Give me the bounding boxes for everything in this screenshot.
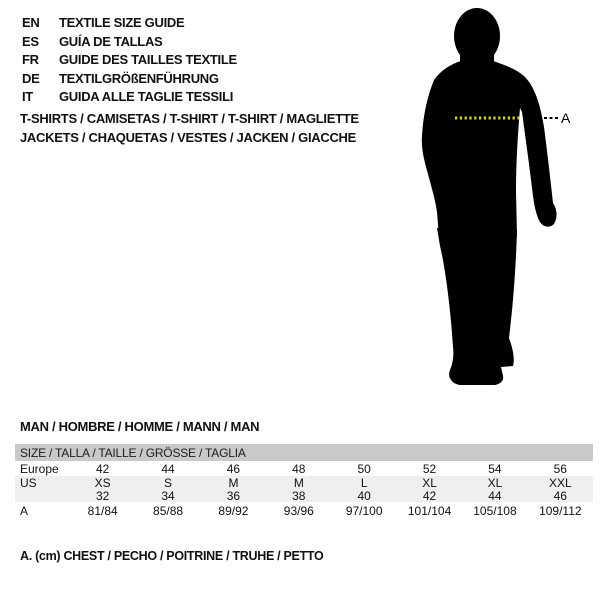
- man-silhouette: [405, 5, 580, 390]
- size-cell: XL: [487, 476, 503, 490]
- size-cell: 97/100: [345, 503, 383, 518]
- size-cell: XXL: [548, 476, 572, 490]
- size-cell: 105/108: [473, 503, 517, 518]
- language-title: TEXTILE SIZE GUIDE: [59, 15, 185, 30]
- size-cell: 44: [488, 489, 502, 503]
- size-cell: 46: [553, 489, 567, 503]
- size-table: [15, 444, 593, 519]
- man-figure: [405, 5, 580, 390]
- size-cell: 93/96: [283, 503, 314, 518]
- size-cell: 42: [422, 489, 437, 503]
- measure-label-a: A: [561, 110, 571, 126]
- size-cell: L: [360, 476, 368, 490]
- size-cell: 44: [161, 461, 175, 476]
- size-cell: 46: [226, 461, 241, 476]
- language-title: GUÍA DE TALLAS: [59, 33, 163, 49]
- chest-measurement-note: A. (cm) CHEST / PECHO / POITRINE / TRUHE / PETTO: [20, 549, 324, 563]
- size-cell: 34: [161, 489, 175, 503]
- language-item: [22, 14, 237, 33]
- category-line-tshirts: T-SHIRTS / CAMISETAS / T-SHIRT / T-SHIRT / MAGLIETTE: [20, 111, 359, 126]
- table-row-europe: [15, 461, 593, 476]
- size-cell: S: [164, 476, 173, 490]
- size-cell: 50: [357, 461, 371, 476]
- row-label: Europe: [20, 461, 59, 476]
- size-cell: 52: [422, 461, 437, 476]
- size-table-header: SIZE / TALLA / TAILLE / GRÖSSE / TAGLIA: [15, 444, 593, 461]
- size-cell: 81/84: [87, 503, 118, 518]
- size-cell: 85/88: [153, 503, 184, 518]
- size-cell: M: [228, 476, 239, 490]
- table-row-chest-a: [15, 502, 593, 519]
- language-item: [22, 88, 237, 107]
- language-item: [22, 33, 237, 52]
- language-code: EN: [22, 15, 40, 30]
- section-title-man: MAN / HOMBRE / HOMME / MANN / MAN: [20, 419, 260, 434]
- language-title: TEXTILGRÖßENFÜHRUNG: [59, 70, 219, 86]
- size-cell: 89/92: [218, 503, 249, 518]
- size-cell: 36: [226, 489, 241, 503]
- size-cell: 54: [488, 461, 502, 476]
- size-cell: 101/104: [407, 503, 452, 518]
- size-cell: XS: [94, 476, 111, 490]
- size-cell: 32: [96, 489, 110, 503]
- row-label: A: [20, 503, 29, 518]
- table-row-us: [15, 476, 593, 489]
- category-lines: [20, 110, 359, 147]
- size-cell: 109/112: [539, 503, 582, 518]
- size-cell: 56: [553, 461, 567, 476]
- size-cell: 48: [292, 461, 306, 476]
- language-code: ES: [22, 33, 39, 49]
- size-cell: M: [293, 476, 304, 490]
- category-line-jackets: JACKETS / CHAQUETAS / VESTES / JACKEN / GIACCHE: [20, 129, 356, 145]
- size-cell: XL: [422, 476, 437, 490]
- language-code: FR: [22, 52, 39, 67]
- table-row-alt-sizes: [15, 489, 593, 502]
- language-item: [22, 70, 237, 89]
- language-list: [22, 14, 237, 107]
- row-label: US: [20, 476, 37, 490]
- size-cell: 40: [357, 489, 371, 503]
- language-code: DE: [22, 70, 40, 86]
- language-title: GUIDA ALLE TAGLIE TESSILI: [59, 89, 234, 104]
- language-title: GUIDE DES TAILLES TEXTILE: [59, 52, 237, 67]
- size-cell: 38: [292, 489, 306, 503]
- language-item: [22, 51, 237, 70]
- size-cell: 42: [96, 461, 110, 476]
- language-code: IT: [22, 89, 33, 104]
- silhouette-shape: [422, 8, 557, 385]
